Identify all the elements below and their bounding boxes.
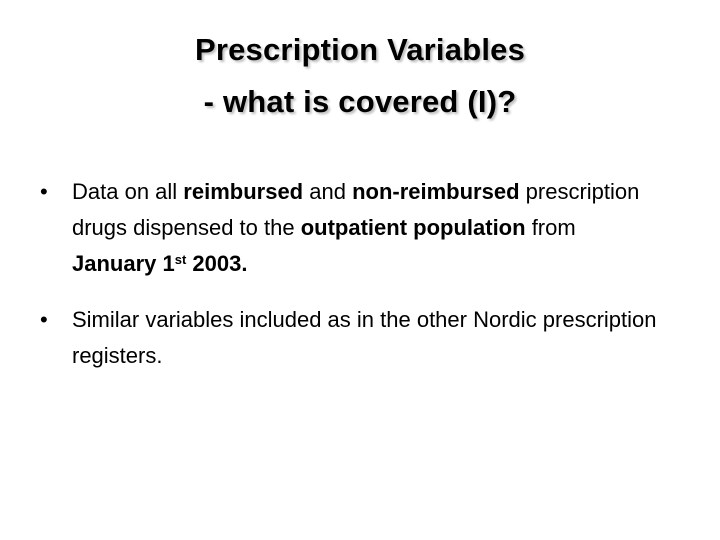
title-line-1: Prescription Variables bbox=[194, 32, 526, 67]
bullet-icon: • bbox=[40, 179, 48, 204]
bullet-icon: • bbox=[40, 307, 48, 332]
bullet-item-variables bbox=[40, 302, 660, 374]
segment: from bbox=[525, 215, 576, 240]
segment-bold: 2003. bbox=[186, 251, 248, 276]
segment-bold: reimbursed bbox=[183, 179, 304, 204]
segment-bold: non-reimbursed bbox=[352, 179, 520, 204]
segment-bold: January 1 bbox=[72, 251, 175, 276]
bullet-item-coverage bbox=[40, 174, 660, 282]
segment-bold: outpatient population bbox=[300, 215, 526, 240]
segment: Similar variables included as in the other Nordic prescription registers. bbox=[72, 307, 657, 368]
bullet-list bbox=[40, 174, 660, 394]
segment-superscript: st bbox=[174, 252, 187, 267]
slide-title bbox=[40, 24, 680, 128]
segment: prescription drugs dispensed to the bbox=[72, 179, 640, 240]
segment: and bbox=[303, 179, 353, 204]
segment: Data on all bbox=[72, 179, 184, 204]
title-line-2: - what is covered (I)? bbox=[203, 84, 517, 119]
